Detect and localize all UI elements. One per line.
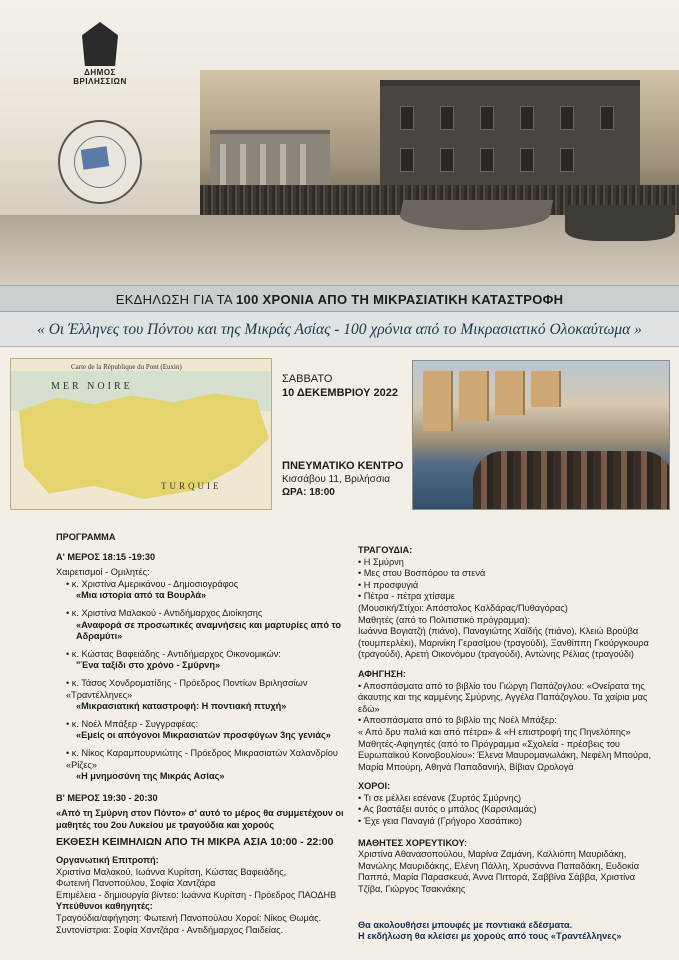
speaker-talk: «Μικρασιατική καταστροφή: Η ποντιακή πτυχή» <box>76 701 287 712</box>
students-list: Ιωάννα Βογιατζή (πιάνο), Παναγιώτης Χαϊδής (πιάνο), Κλειώ Βρούβα (τουμπερλέκι), Μαρινίκη Γερασίμου (τραγούδι), Ξανθίππη Γκούργκουρα (τραγούδι), Αρετή Οικονόμου (τραγούδι), Αντώνης Ρέλιας (τραγούδι) <box>358 626 649 660</box>
speaker-item <box>56 678 348 713</box>
speaker-talk: "Ένα ταξίδι στο χρόνο - Σμύρνη» <box>76 660 221 671</box>
speaker-talk: «Η μνημοσύνη της Μικράς Ασίας» <box>76 771 225 782</box>
teachers-line: Τραγούδια/αφήγηση: Φωτεινή Πανοπούλου Χοροί: Νίκος Θωμάς. <box>56 913 322 924</box>
song-item: • Η προσφυγιά <box>358 579 419 590</box>
greetings-label: Χαιρετισμοί - Ομιλητές: <box>56 567 150 578</box>
photo-building <box>423 371 453 431</box>
heritage-seal <box>58 120 142 204</box>
narration-item: • Αποσπάσματα από το βιβλίο του Γιώργη Παπάζογλου: «Ονείρατα της άκαυτης και της καμμένης Σμύρνης, Αγγέλα Παπάζογλου. Τα χαίρια μας εδώ» <box>358 680 648 714</box>
photo-building <box>495 371 525 415</box>
event-date: 10 ΔΕΚΕΜΒΡΙΟΥ 2022 <box>282 387 399 399</box>
speaker-name: • κ. Χριστίνα Μαλακού - Αντιδήμαρχος Διοίκησης <box>66 607 263 618</box>
event-date-block <box>282 372 402 400</box>
speaker-item <box>56 579 348 602</box>
historic-building-burnt <box>380 80 640 190</box>
teachers-line: Συντονίστρια: Σοφία Χαντζάρα - Αντιδήμαρχος Παιδείας. <box>56 924 284 935</box>
organizing-committee-line: Φωτεινή Πανοπούλου, Σοφία Χαντζάρα <box>56 878 216 889</box>
part-a-heading: Α' ΜΕΡΟΣ 18:15 -19:30 <box>56 551 156 562</box>
speaker-item <box>56 608 348 643</box>
song-item: • Πέτρα - πέτρα χτίσαμε <box>358 591 455 602</box>
part-b-heading: Β' ΜΕΡΟΣ 19:30 - 20:30 <box>56 792 158 803</box>
boat <box>565 205 675 241</box>
speaker-name: • κ. Νοέλ Μπάξερ - Συγγραφέας: <box>66 718 199 729</box>
students-intro: Μαθητές (από το Πολιτιστικό πρόγραμμα): <box>358 614 531 625</box>
narration-item: « Από δρυ παλιά και από πέτρα» & «Η επιστροφή της Πηνελόπης» <box>358 726 631 737</box>
program-heading: ΠΡΟΓΡΑΜΜΑ <box>56 532 116 542</box>
closing-buffet: Θα ακολουθήσει μπουφές με ποντιακά εδέσματα. <box>358 919 573 930</box>
dancers-heading: ΜΑΘΗΤΕΣ ΧΟΡΕΥΤΙΚΟΥ: <box>358 837 468 848</box>
event-time: ΩΡΑ: 18:00 <box>282 487 335 498</box>
event-title-prefix: ΕΚΔΗΛΩΣΗ ΓΙΑ ΤΑ <box>115 292 237 307</box>
part-b-text: «Από τη Σμύρνη στον Πόντο» σ' αυτό το μέρος θα συμμετέχουν οι μαθητές του 2ου Λυκείου με τραγούδια και χορούς <box>56 808 344 830</box>
event-venue: ΠΝΕΥΜΑΤΙΚΟ ΚΕΝΤΡΟ <box>282 460 404 472</box>
map-land-area <box>19 389 269 499</box>
dances-heading: ΧΟΡΟΙ: <box>358 781 391 792</box>
closing-dances: Η εκδήλωση θα κλείσει με χορούς από τους «Τραντέλληνες» <box>358 931 622 942</box>
narrators-list: Μαθητές-Αφηγητές (από το Πρόγραμμα «Σχολεία - πρέσβεις του Ευρωπαϊκού Κοινοβουλίου»: Έλενα Μαυρομανωλάκη, Νεφέλη Μπούρα, Μαρία Μπούρη, Αθηνά Παπαδανιήλ, Βίβιαν Ωρολογά <box>358 738 651 772</box>
music-credit: (Μουσική/Στίχοι: Απόστολος Καλδάρας/Πυθαγόρας) <box>358 602 568 613</box>
historic-building-small <box>210 130 330 192</box>
speaker-item <box>56 748 348 783</box>
dance-item: • Ας βαστάξει αυτός ο μπάλος (Καρσιλαμάς) <box>358 804 537 815</box>
map-sea-label: MER NOIRE <box>51 381 133 392</box>
exhibit-banner: ΕΚΘΕΣΗ ΚΕΙΜΗΛΙΩΝ ΑΠΟ ΤΗ ΜΙΚΡΑ ΑΣΙΑ 10:00 - 22:00 <box>56 836 334 849</box>
hero-banner <box>0 0 679 285</box>
speaker-talk: «Μια ιστορία από τα Βουρλά» <box>76 590 207 601</box>
narration-heading: ΑΦΗΓΗΣΗ: <box>358 668 406 679</box>
map-region-label: TURQUIE <box>161 481 222 491</box>
photo-building <box>459 371 489 421</box>
logo-emblem-icon <box>82 22 118 66</box>
organizing-committee-heading: Οργανωτική Επιτροπή: <box>56 855 159 866</box>
event-venue-block <box>282 460 412 499</box>
speaker-name: • κ. Κώστας Βαφειάδης - Αντιδήμαρχος Οικονομικών: <box>66 648 281 659</box>
speaker-talk: «Εμείς οι απόγονοι Μικρασιατών προσφύγων 3ης γενιάς» <box>76 730 331 741</box>
dancers-list: Χριστίνα Αθανασοπούλου, Μαρίνα Ζαμάνη, Καλλιόπη Μαυριδάκη, Μανώλης Μαυριδάκης, Ελένη Πάλλη, Χρυσάννα Παπαδάκη, Ευδοκία Παππά, Μαρία Παρασκευά, Άννα Πιττορά, Σαββίνα Σάββα, Χριστίνα Τζίβα, Γιώργος Τσακνάκης <box>358 849 640 895</box>
pontus-map <box>10 358 272 510</box>
speaker-name: • κ. Τάσος Χονδρoματίδης - Πρόεδρος Ποντίων Βριλησσίων «Τραντέλληνες» <box>66 677 308 700</box>
speaker-name: • κ. Χριστίνα Αμερικάνου - Δημοσιογράφος <box>66 578 239 589</box>
dance-item: • Έχε γεια Παναγιά (Γρήγορο Χασάπικο) <box>358 816 522 827</box>
flag-icon <box>81 146 110 169</box>
photo-building <box>531 371 561 407</box>
dance-item: • Τι σε μέλλει εσένανε (Συρτός Σμύρνης) <box>358 792 522 803</box>
event-title-bold: 100 ΧΡΟΝΙΑ ΑΠΟ ΤΗ ΜΙΚΡΑΣΙΑΤΙΚΗ ΚΑΤΑΣΤΡΟΦΗ <box>236 292 564 307</box>
municipality-logo <box>70 22 130 102</box>
speaker-name: • κ. Νίκος Καραμπουρνιώτης - Πρόεδρος Μικρασιατών Χαλανδρίου «Ρίζες» <box>66 747 338 770</box>
speaker-item <box>56 719 348 742</box>
songs-heading: ΤΡΑΓΟΥΔΙΑ: <box>358 545 413 555</box>
map-caption: Carte de la République du Pont (Euxin) <box>71 363 182 371</box>
video-credit: Επιμέλεια - δημιουργία βίντεο: Ιωάννα Κυρίτση - Πρόεδρος ΠΑΟΔΗΒ <box>56 889 337 900</box>
event-title <box>0 285 679 312</box>
teachers-heading: Υπεύθυνοι καθηγητές: <box>56 901 153 912</box>
logo-text: ΔΗΜΟΣ ΒΡΙΛΗΣΣΙΩΝ <box>73 68 127 86</box>
song-item: • Μες στου Βοσπόρου τα στενά <box>358 568 486 579</box>
event-address: Κισσάβου 11, Βριλήσσια <box>282 474 391 485</box>
photo-people <box>473 451 670 510</box>
organizing-committee-line: Χριστίνα Μαλακού, Ιωάννα Κυρίτση, Κώστας Βαφειάδης, <box>56 866 287 877</box>
speaker-talk: «Αναφορά σε προσωπικές αναμνήσεις και μαρτυρίες από το Αδραμύτι» <box>76 619 341 642</box>
seafront-photo <box>412 360 670 510</box>
narration-item: • Αποσπάσματα από το βιβλίο της Νοέλ Μπάξερ: <box>358 715 557 726</box>
event-day: ΣΑΒΒΑΤΟ <box>282 373 333 385</box>
program-column <box>56 532 348 936</box>
event-subtitle: « Οι Έλληνες του Πόντου και της Μικράς Ασίας - 100 χρόνια από το Μικρασιατικό Ολοκαύτωμα » <box>0 312 679 347</box>
speaker-item <box>56 649 348 672</box>
performance-column <box>358 545 658 943</box>
song-item: • Η Σμύρνη <box>358 556 404 567</box>
